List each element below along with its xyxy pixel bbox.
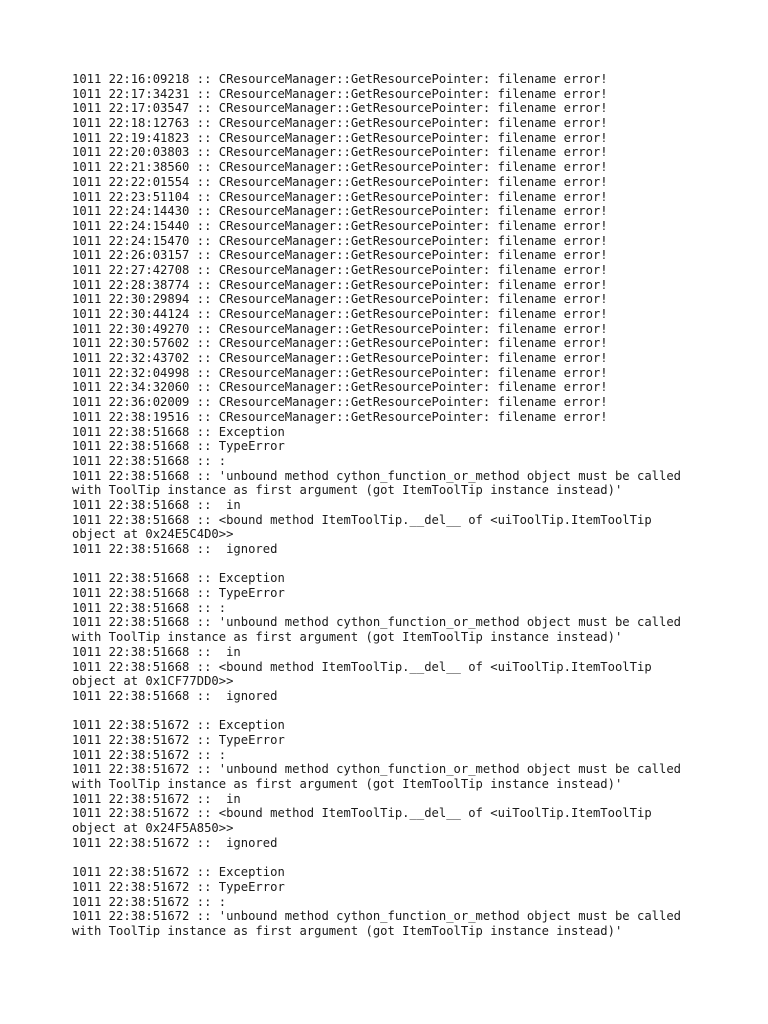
log-line: 1011 22:38:51672 :: TypeError (72, 732, 285, 747)
log-line: 1011 22:16:09218 :: CResourceManager::GetResourcePointer: filename error! (72, 72, 608, 86)
blank-line (72, 850, 732, 865)
log-line: 1011 22:38:51672 :: TypeError (72, 879, 285, 894)
log-line: 1011 22:32:04998 :: CResourceManager::GetResourcePointer: filename error! (72, 365, 608, 380)
log-line: 1011 22:38:51668 :: in (72, 497, 241, 512)
log-line: 1011 22:38:51668 :: <bound method ItemToolTip.__del__ of <uiToolTip.ItemToolTip (72, 659, 652, 674)
log-line: 1011 22:38:51668 :: <bound method ItemToolTip.__del__ of <uiToolTip.ItemToolTip (72, 512, 652, 527)
log-line: 1011 22:38:51672 :: ignored (72, 835, 278, 850)
log-line: 1011 22:24:15440 :: CResourceManager::GetResourcePointer: filename error! (72, 218, 608, 233)
log-line: 1011 22:17:34231 :: CResourceManager::GetResourcePointer: filename error! (72, 86, 608, 101)
log-line: 1011 22:38:51672 :: Exception (72, 718, 285, 733)
log-line: 1011 22:38:51672 :: : (72, 747, 227, 762)
log-line: 1011 22:34:32060 :: CResourceManager::GetResourcePointer: filename error! (72, 380, 608, 395)
log-line: 1011 22:20:03803 :: CResourceManager::GetResourcePointer: filename error! (72, 145, 608, 160)
log-line: object at 0x24E5C4D0>> (72, 527, 234, 542)
log-line: 1011 22:21:38560 :: CResourceManager::GetResourcePointer: filename error! (72, 160, 608, 175)
log-line: 1011 22:26:03157 :: CResourceManager::GetResourcePointer: filename error! (72, 248, 608, 263)
log-line: 1011 22:38:51668 :: ignored (72, 542, 278, 556)
log-line: 1011 22:30:44124 :: CResourceManager::GetResourcePointer: filename error! (72, 307, 608, 321)
log-line: 1011 22:38:51668 :: Exception (72, 424, 285, 439)
log-line: 1011 22:24:15470 :: CResourceManager::GetResourcePointer: filename error! (72, 233, 608, 248)
log-line: 1011 22:38:51668 :: in (72, 644, 241, 659)
log-line: 1011 22:38:51672 :: 'unbound method cython_function_or_method object must be called (72, 762, 682, 777)
log-line: 1011 22:38:51672 :: Exception (72, 865, 285, 880)
log-line: 1011 22:18:12763 :: CResourceManager::GetResourcePointer: filename error! (72, 116, 608, 131)
log-line: 1011 22:27:42708 :: CResourceManager::GetResourcePointer: filename error! (72, 262, 608, 277)
log-line: 1011 22:30:49270 :: CResourceManager::GetResourcePointer: filename error! (72, 321, 608, 336)
log-line: 1011 22:19:41823 :: CResourceManager::GetResourcePointer: filename error! (72, 130, 608, 145)
log-line: 1011 22:38:51668 :: Exception (72, 571, 285, 586)
blank-line (72, 557, 732, 572)
log-line: 1011 22:38:51672 :: 'unbound method cython_function_or_method object must be called (72, 909, 682, 924)
log-line: with ToolTip instance as first argument (got ItemToolTip instance instead)' (72, 777, 623, 791)
log-line: with ToolTip instance as first argument (got ItemToolTip instance instead)' (72, 630, 623, 645)
log-line: 1011 22:38:51668 :: ignored (72, 688, 278, 703)
log-line: 1011 22:30:57602 :: CResourceManager::GetResourcePointer: filename error! (72, 336, 608, 351)
log-line: 1011 22:38:51672 :: : (72, 894, 227, 909)
log-line: 1011 22:23:51104 :: CResourceManager::GetResourcePointer: filename error! (72, 189, 608, 204)
log-text (72, 72, 732, 939)
log-line: 1011 22:24:14430 :: CResourceManager::GetResourcePointer: filename error! (72, 204, 608, 219)
log-line: 1011 22:32:43702 :: CResourceManager::GetResourcePointer: filename error! (72, 351, 608, 366)
log-line: 1011 22:30:29894 :: CResourceManager::GetResourcePointer: filename error! (72, 292, 608, 307)
log-line: 1011 22:38:51672 :: in (72, 791, 241, 806)
log-line: 1011 22:38:51668 :: : (72, 600, 227, 615)
log-line: 1011 22:36:02009 :: CResourceManager::GetResourcePointer: filename error! (72, 395, 608, 410)
log-line: with ToolTip instance as first argument (got ItemToolTip instance instead)' (72, 483, 623, 498)
log-line: 1011 22:28:38774 :: CResourceManager::GetResourcePointer: filename error! (72, 277, 608, 292)
log-line: 1011 22:38:51668 :: 'unbound method cython_function_or_method object must be called (72, 468, 682, 483)
log-line: object at 0x1CF77DD0>> (72, 674, 234, 689)
log-line: 1011 22:38:51668 :: TypeError (72, 586, 285, 601)
log-line: 1011 22:38:51668 :: 'unbound method cython_function_or_method object must be called (72, 615, 682, 630)
log-line: with ToolTip instance as first argument (got ItemToolTip instance instead)' (72, 923, 623, 938)
log-line: 1011 22:38:51668 :: TypeError (72, 439, 285, 454)
log-line: 1011 22:17:03547 :: CResourceManager::GetResourcePointer: filename error! (72, 101, 608, 116)
log-line: 1011 22:38:19516 :: CResourceManager::GetResourcePointer: filename error! (72, 409, 608, 424)
log-line: 1011 22:38:51672 :: <bound method ItemToolTip.__del__ of <uiToolTip.ItemToolTip (72, 806, 652, 821)
log-line: 1011 22:38:51668 :: : (72, 453, 227, 468)
blank-line (72, 704, 732, 719)
log-line: object at 0x24F5A850>> (72, 821, 234, 836)
log-line: 1011 22:22:01554 :: CResourceManager::GetResourcePointer: filename error! (72, 174, 608, 189)
